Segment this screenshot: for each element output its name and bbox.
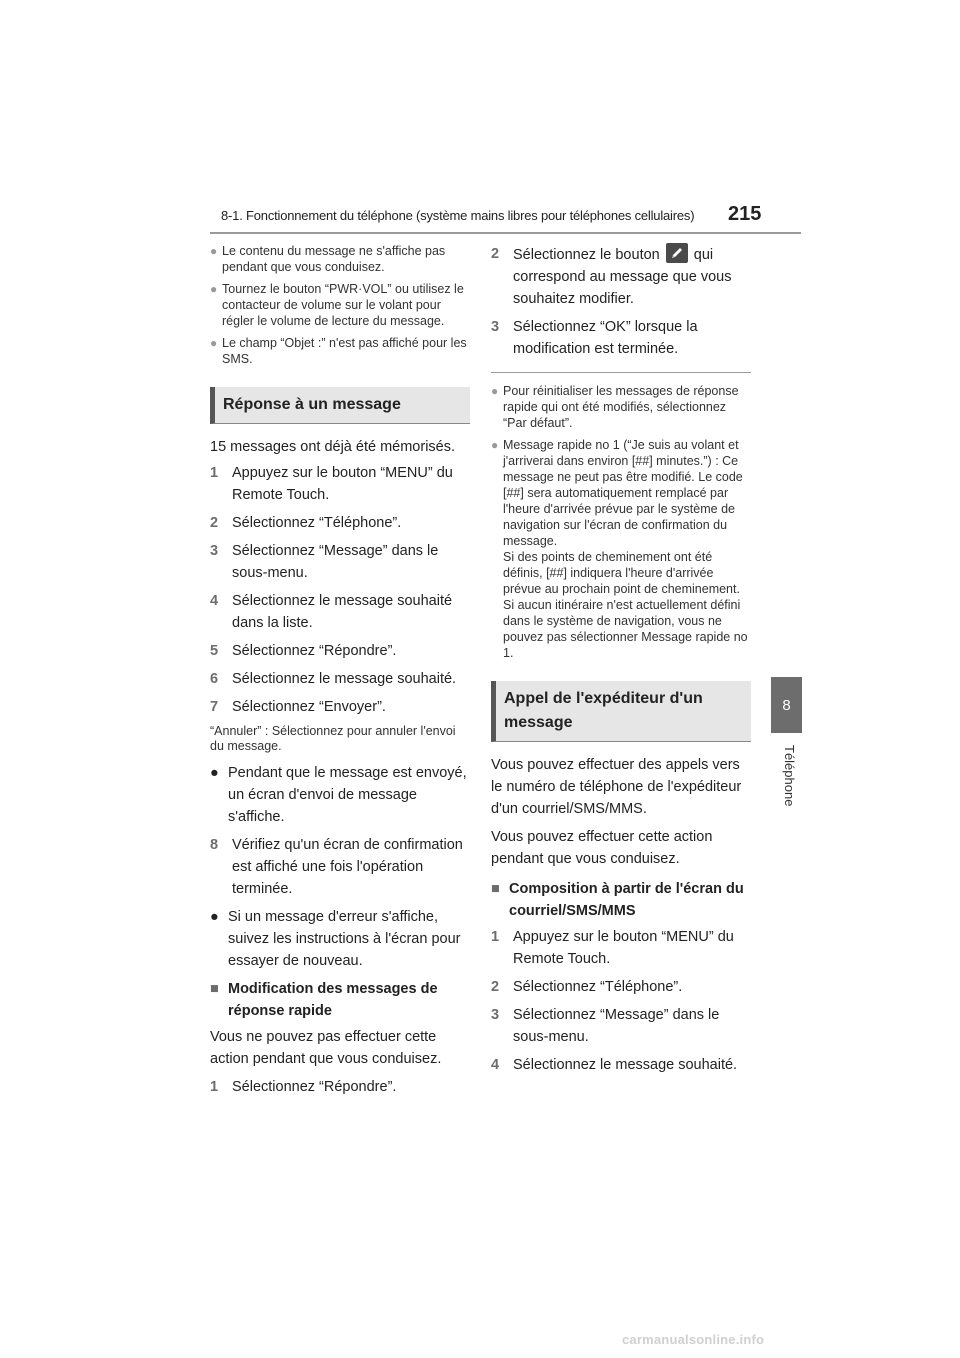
step-item: 1 Appuyez sur le bouton “MENU” du Remote Touch. [491,929,734,967]
note-item: ● Le champ “Objet :” n'est pas affiché pour les SMS. [210,336,467,366]
note-item: ● Le contenu du message ne s'affiche pas pendant que vous conduisez. [210,244,446,274]
step-item: 6 Sélectionnez le message souhaité. [210,671,457,687]
cancel-note: “Annuler” : Sélectionnez pour annuler l'envoi du message. [210,724,456,753]
subheading-edit-quick-reply: ■ Modification des messages de réponse rapide [210,978,470,1022]
section-heading-reply: Réponse à un message [210,387,470,424]
bullet-item: ● Pendant que le message est envoyé, un écran d'envoi de message s'affiche. [210,762,470,828]
bullet-item: ● Si un message d'erreur s'affiche, suivez les instructions à l'écran pour essayer de nouveau. [210,906,470,972]
step-item: 5 Sélectionnez “Répondre”. [210,643,397,659]
square-bullet-icon: ■ [491,881,500,897]
step-item: 3 Sélectionnez “Message” dans le sous-menu. [210,543,439,581]
step-item: 4 Sélectionnez le message souhaité dans la liste. [210,593,453,631]
bullet-dot-icon: ● [210,282,218,296]
step-item: 7 Sélectionnez “Envoyer”. [210,699,386,715]
notes-divider [491,372,751,373]
step-item: 8 Vérifiez qu'un écran de confirmation est affiché une fois l'opération terminée. [210,837,463,897]
step-item: 2 Sélectionnez “Téléphone”. [210,515,402,531]
paragraph: Vous pouvez effectuer cette action pendant que vous conduisez. [491,829,713,867]
step-item: 3 Sélectionnez “OK” lorsque la modification est terminée. [491,319,698,357]
bullet-icon: ● [210,909,219,925]
intro-text: 15 messages ont déjà été mémorisés. [210,439,456,455]
note-continuation: Si des points de cheminement ont été définis, [##] indiquera l'heure d'arrivée prévue au prochain point de cheminement. [503,550,740,596]
step-item: 3 Sélectionnez “Message” dans le sous-menu. [491,1007,720,1045]
sub-intro-text: Vous ne pouvez pas effectuer cette action pendant que vous conduisez. [210,1029,442,1067]
note-item: ● Tournez le bouton “PWR·VOL” ou utilisez le contacteur de volume sur le volant pour régler le volume de lecture du message. [210,282,464,328]
note-item: ● Pour réinitialiser les messages de réponse rapide qui ont été modifiés, sélectionnez “Par défaut”. [491,384,739,430]
step-item: 4 Sélectionnez le message souhaité. [491,1057,738,1073]
note-continuation: Si aucun itinéraire n'est actuellement défini dans le système de navigation, vous ne pouvez pas sélectionner Message rapide no 1. [503,598,748,660]
chapter-label: Téléphone [782,745,797,807]
chapter-tab [771,677,802,733]
subheading-dial-from-message: ■ Composition à partir de l'écran du courriel/SMS/MMS [491,878,751,922]
step-item: 2 Sélectionnez “Téléphone”. [491,979,683,995]
section-heading-call-sender: Appel de l'expéditeur d'un message [491,681,751,742]
left-column [210,243,470,1104]
square-bullet-icon: ■ [210,981,219,997]
note-item: ● Message rapide no 1 (“Je suis au volant et j'arriverai dans environ [##] minutes.”) : Ce message ne peut pas être modifié. Le code [##] sera automatiquement remplacé par l'heure d'arrivée prévue par le système de navigation sur l'écran de confirmation du message. [491,438,743,548]
step-item: 1 Appuyez sur le bouton “MENU” du Remote Touch. [210,465,453,503]
bullet-icon: ● [210,765,219,781]
bullet-dot-icon: ● [491,384,499,398]
step-item: 1 Sélectionnez “Répondre”. [210,1079,397,1095]
paragraph: Vous pouvez effectuer des appels vers le numéro de téléphone de l'expéditeur d'un courriel/SMS/MMS. [491,757,742,817]
step-item: 2 Sélectionnez le bouton qui correspond au message que vous souhaitez modifier. [491,243,751,310]
watermark: carmanualsonline.info [622,1332,765,1347]
page-number: 215 [728,203,762,225]
header-rule [210,232,801,234]
bullet-dot-icon: ● [491,438,499,452]
bullet-dot-icon: ● [210,336,218,350]
right-column [491,243,751,1082]
chapter-number: 8 [782,696,791,714]
running-header-title: 8-1. Fonctionnement du téléphone (système mains libres pour téléphones cellulaires) [221,208,695,223]
bullet-dot-icon: ● [210,244,218,258]
pencil-edit-icon [666,243,688,263]
